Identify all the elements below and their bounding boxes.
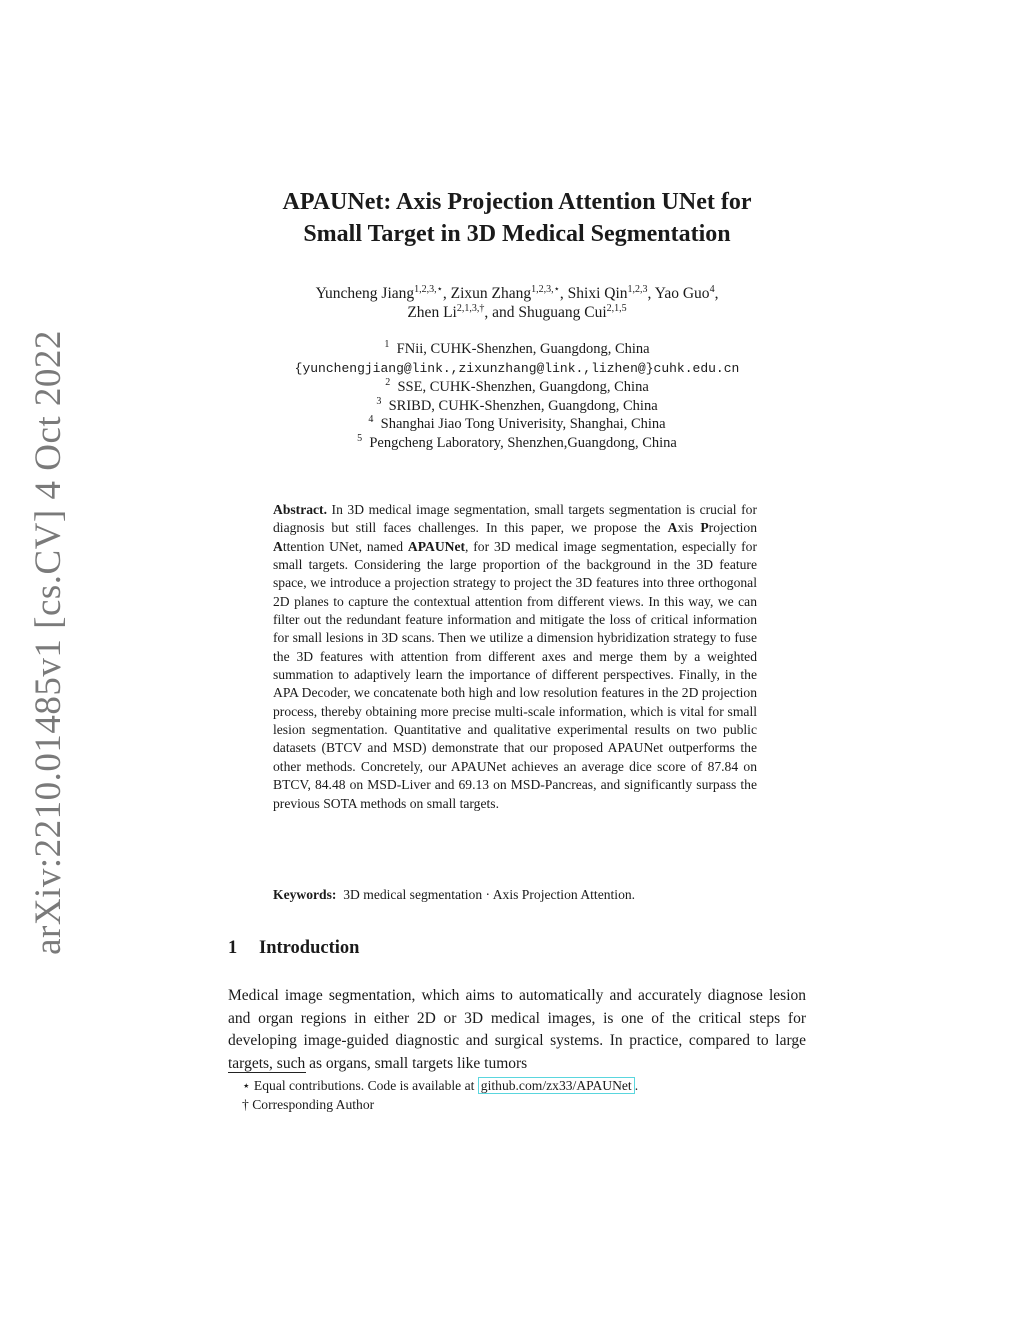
author-line-2: Zhen $Li^{2,1,3,\dagger}$, and Shuguang Cui$^{2,1,5}$ [407, 302, 627, 321]
title-line-1: APAUNet: Axis Projection Attention UNet for [282, 189, 752, 215]
author-marks: 4 [709, 283, 715, 295]
footnote-period: . [634, 1078, 639, 1093]
abstract-acronym-letter: A [667, 520, 678, 536]
abstract-text: , for 3D medical image segmentation, especially for small targets. Considering the large proportion of the background in the 3D feature space, we introduce a projection strategy to project the 3D features into three orthogonal 2D planes to capture the contextual attention from different views. In this way, we can filter out the redundant feature information and mitigate the loss of critical information for small lesions in 3D scans. Then we utilize a dimension hybridization strategy to fuse the 3D features with attention from different axes and merge them by a weighted summation to adaptively learn the importance of different perspectives. Finally, in the APA Decoder, we concatenate both high and low resolution features in the 2D projection process, thereby obtaining more precise multi-scale information, which is vital for small lesion segmentation. Quantitative and qualitative experimental results on two public datasets (BTCV and MSD) demonstrate that our proposed APAUNet outperforms the other methods. Concretely, our APAUNet achieves an average dice score of 87.84 on BTCV, 84.48 on MSD-Liver and 69.13 on MSD-Pancreas, and significantly surpass the previous SOTA methods on small targets. [273, 538, 757, 811]
section-heading-introduction [228, 938, 359, 959]
author-marks: 2,1,3,† [456, 302, 485, 314]
keywords-label: Keywords: [273, 887, 337, 902]
abstract-text: ttention UNet, named [282, 538, 404, 554]
affiliation-item [228, 378, 806, 397]
intro-paragraph: Medical image segmentation, which aims to automatically and accurately diagnose lesion and organ regions in either 2D or 3D medical images, is one of the critical steps for developing image-guided diagnostic and surgical systems. In practice, compared to large targets, such as organs, small targets like tumors [228, 987, 806, 1072]
abstract-label: Abstract. [273, 502, 327, 517]
abstract-text: xis [677, 520, 694, 536]
code-repository-link[interactable]: github.com/zx33/APAUNet [478, 1077, 635, 1094]
abstract-model-name: APAUNet [407, 538, 466, 554]
author-list [228, 284, 806, 322]
affiliation-text: SRIBD, CUHK-Shenzhen, Guangdong, China [388, 397, 658, 414]
keywords-text: 3D medical segmentation · Axis Projection Attention. [343, 887, 636, 902]
footnote-1 [242, 1076, 638, 1095]
abstract-text: rojection [708, 520, 757, 536]
author-marks: 1,2,3,⋆ [414, 283, 443, 295]
author-and: and [492, 304, 515, 321]
email-addresses: {yunchengjiang@link.,zixunzhang@link.,lizhen@}cuhk.edu.cn [294, 360, 740, 376]
affiliation-item [228, 340, 806, 359]
arxiv-id-text: arXiv:2210.01485v1 [cs.CV] 4 Oct 2022 [27, 329, 69, 955]
keywords-line [273, 886, 757, 904]
author-line-1: Yuncheng Jiang$^{1,2,3,⋆}$, Zixun Zhang$^{1,2,3,⋆}$, Shixi Qin$^{1,2,3}$, Yao Guo$^4$, [315, 283, 719, 302]
affiliation-text: FNii, CUHK-Shenzhen, Guangdong, China [396, 341, 650, 357]
arxiv-identifier-stamp [8, 329, 88, 955]
affiliation-number: 2 [385, 377, 391, 389]
author-name: Shixi Qin [567, 285, 628, 302]
affiliation-number: 5 [357, 432, 363, 444]
email-line [228, 359, 806, 379]
footnotes [242, 1076, 638, 1114]
author-marks: 1,2,3,⋆ [531, 283, 560, 295]
author-name: Zixun Zhang [450, 285, 532, 302]
abstract-paragraph [273, 501, 757, 813]
affiliation-number: 3 [376, 395, 382, 407]
introduction-body [228, 985, 806, 1075]
author-marks: 2,1,5 [606, 302, 627, 314]
affiliation-text: Pengcheng Laboratory, Shenzhen,Guangdong, China [369, 434, 677, 451]
footnote-text: Equal contributions. Code is available at [253, 1078, 475, 1093]
affiliation-item [228, 397, 806, 416]
footnote-mark: ⋆ [242, 1078, 251, 1093]
footnote-divider [228, 1072, 306, 1073]
affiliation-item [228, 415, 806, 434]
author-name: Zhen Li [407, 304, 457, 321]
abstract-acronym-letter: P [700, 520, 709, 536]
affiliation-item [228, 434, 806, 453]
author-name: Shuguang Cui [518, 304, 607, 321]
author-marks: 1,2,3 [627, 283, 648, 295]
paper-title [228, 186, 806, 250]
section-number: 1 [228, 938, 238, 958]
abstract-text: In 3D medical image segmentation, small targets segmentation is crucial for diagnosis but still faces challenges. In this paper, we propose the [273, 502, 757, 536]
section-title: Introduction [259, 938, 360, 958]
author-name: Yao Guo [654, 285, 710, 302]
affiliation-text: SSE, CUHK-Shenzhen, Guangdong, China [397, 379, 649, 395]
footnote-text: Corresponding Author [252, 1097, 375, 1112]
affiliation-list [228, 340, 806, 452]
title-line-2: Small Target in 3D Medical Segmentation [303, 221, 731, 247]
affiliation-text: Shanghai Jiao Tong Univerisity, Shanghai, China [380, 416, 666, 432]
affiliation-number: 4 [368, 414, 374, 426]
footnote-2 [242, 1095, 638, 1114]
affiliation-number: 1 [384, 339, 390, 351]
footnote-mark: † [242, 1097, 249, 1112]
author-name: Yuncheng Jiang [315, 285, 415, 302]
abstract-acronym-letter: A [273, 538, 283, 554]
abstract-block [273, 501, 757, 813]
